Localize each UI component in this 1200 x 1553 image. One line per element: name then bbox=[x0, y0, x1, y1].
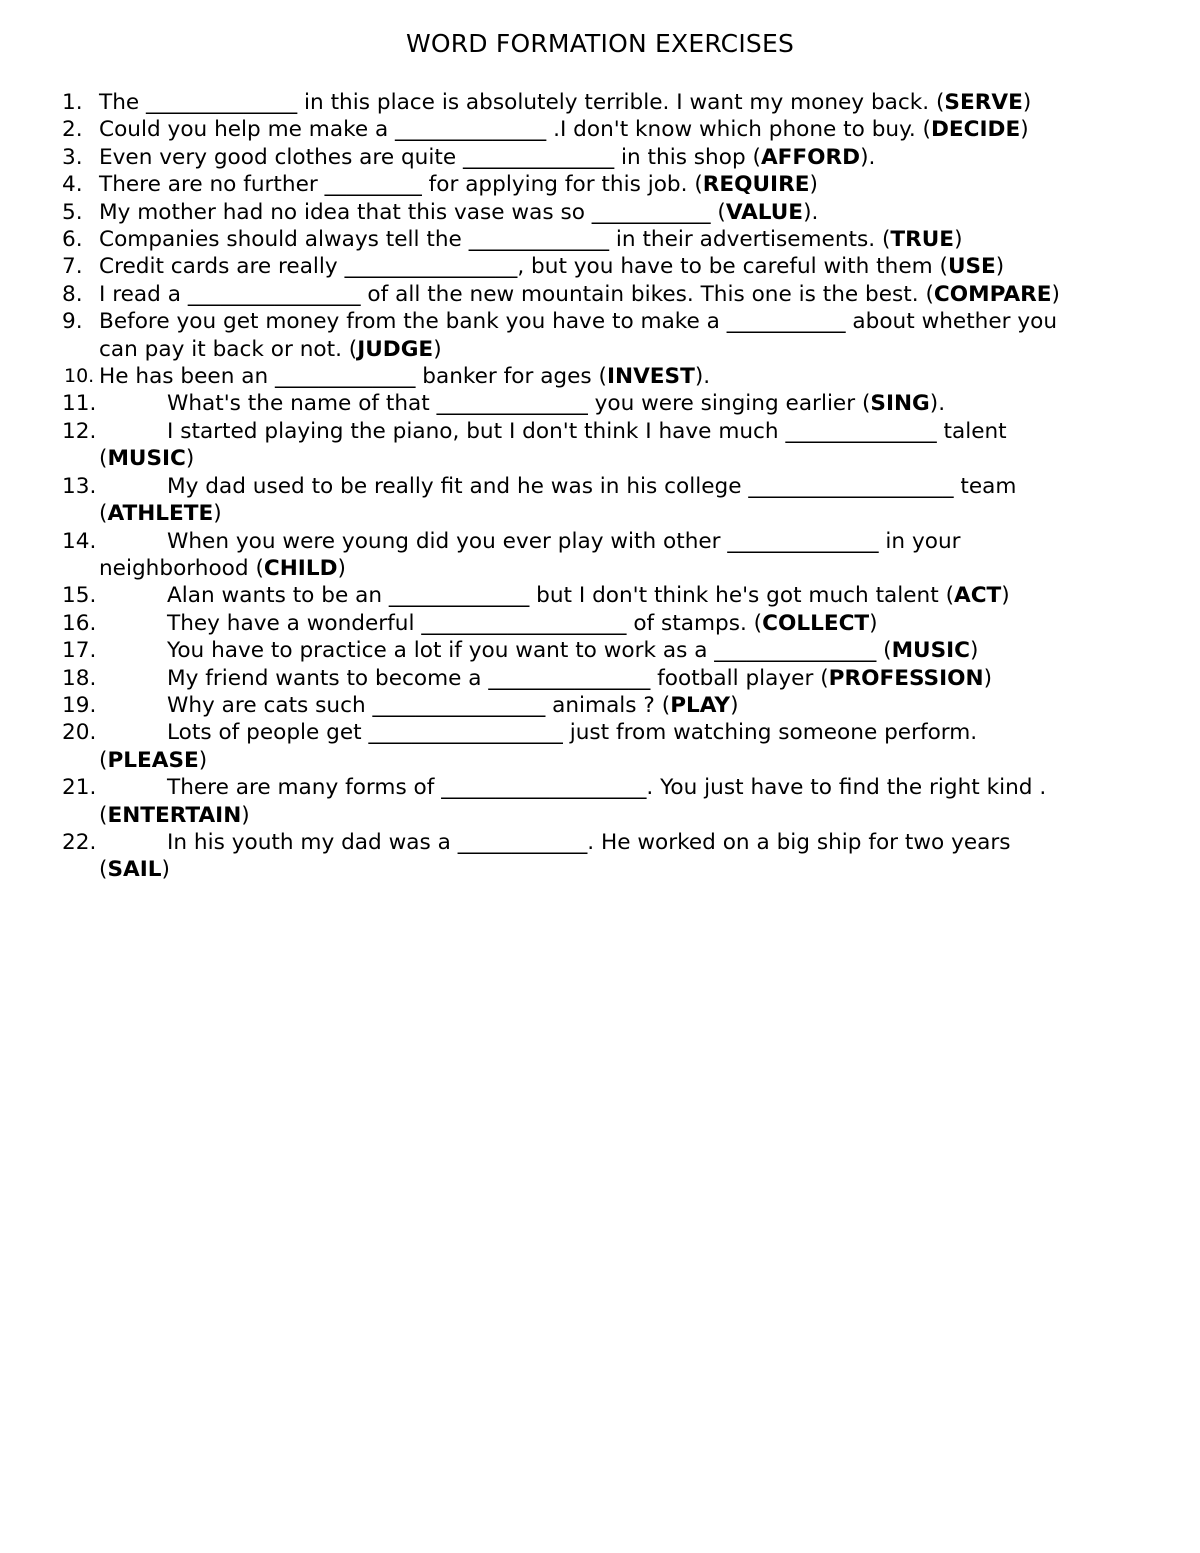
root-word: PLEASE bbox=[107, 747, 199, 773]
exercise-number: 21. bbox=[62, 775, 97, 801]
root-word: TRUE bbox=[890, 227, 955, 253]
exercise-item bbox=[0, 637, 1200, 664]
root-word: JUDGE bbox=[357, 336, 434, 362]
exercise-item bbox=[0, 171, 1200, 198]
exercise-item bbox=[0, 281, 1200, 308]
exercise-sentence: Credit cards are really ________________, but you have to be careful with them ( bbox=[99, 254, 948, 280]
exercise-item bbox=[0, 719, 1200, 774]
exercise-number: 13. bbox=[62, 473, 97, 499]
exercise-number: 12. bbox=[62, 418, 97, 444]
exercise-item bbox=[0, 610, 1200, 637]
exercise-text bbox=[99, 830, 1011, 882]
root-word: COLLECT bbox=[762, 610, 870, 636]
exercise-sentence: There are many forms of ___________________. You just have to find the right kind . ( bbox=[99, 775, 1047, 828]
exercise-item bbox=[0, 829, 1200, 884]
exercise-number: 11. bbox=[62, 391, 97, 417]
exercise-number: 6. bbox=[62, 227, 83, 253]
exercise-sentence: Why are cats such ________________ animals ? ( bbox=[167, 692, 671, 718]
exercise-number: 9. bbox=[62, 309, 83, 335]
closing-punctuation: ) bbox=[241, 802, 250, 828]
exercise-number: 14. bbox=[62, 528, 97, 554]
root-word: ENTERTAIN bbox=[107, 802, 242, 828]
closing-punctuation: ) bbox=[337, 555, 346, 581]
exercise-text bbox=[99, 775, 1046, 827]
closing-punctuation: ) bbox=[433, 336, 442, 362]
exercise-item bbox=[0, 89, 1200, 116]
exercise-sentence: My dad used to be really fit and he was in his college ___________________ team ( bbox=[99, 473, 1017, 527]
root-word: ATHLETE bbox=[107, 501, 214, 527]
exercise-text bbox=[99, 611, 878, 636]
exercise-text bbox=[99, 391, 945, 416]
closing-punctuation: ). bbox=[929, 391, 946, 417]
root-word: PLAY bbox=[670, 692, 731, 718]
exercise-text bbox=[99, 583, 1010, 608]
exercise-sentence: There are no further _________ for applying for this job. ( bbox=[99, 172, 703, 198]
exercise-sentence: What's the name of that ______________ you were singing earlier ( bbox=[167, 391, 871, 417]
root-word: USE bbox=[947, 254, 996, 280]
exercise-number: 3. bbox=[62, 144, 83, 170]
exercise-number: 20. bbox=[62, 720, 97, 746]
closing-punctuation: ) bbox=[730, 692, 739, 718]
exercise-text bbox=[99, 474, 1016, 526]
exercise-sentence: Even very good clothes are quite ______________ in this shop ( bbox=[99, 144, 761, 170]
exercise-number: 5. bbox=[62, 199, 83, 225]
closing-punctuation: ) bbox=[213, 501, 222, 527]
exercise-text bbox=[99, 364, 710, 389]
root-word: MUSIC bbox=[107, 446, 186, 472]
closing-punctuation: ). bbox=[860, 144, 876, 170]
closing-punctuation: ) bbox=[995, 254, 1005, 280]
exercise-number: 2. bbox=[62, 117, 83, 143]
root-word: REQUIRE bbox=[702, 172, 810, 198]
root-word: SAIL bbox=[107, 857, 162, 883]
page-title: WORD FORMATION EXERCISES bbox=[405, 29, 795, 58]
exercise-sentence: In his youth my dad was a ____________. He worked on a big ship for two years ( bbox=[99, 829, 1011, 883]
exercise-item bbox=[0, 226, 1200, 253]
exercise-text bbox=[99, 638, 978, 663]
exercise-sentence: When you were young did you ever play with other ______________ in your neighborhood ( bbox=[99, 528, 961, 581]
exercise-text bbox=[99, 145, 875, 170]
exercise-text bbox=[99, 254, 1004, 279]
exercise-number: 8. bbox=[62, 281, 83, 307]
exercise-number: 19. bbox=[62, 692, 97, 718]
closing-punctuation: ) bbox=[1001, 583, 1010, 609]
closing-punctuation: ) bbox=[161, 857, 170, 883]
root-word: CHILD bbox=[263, 555, 338, 581]
exercise-text bbox=[99, 172, 818, 197]
exercise-text bbox=[99, 309, 1057, 361]
closing-punctuation: ) bbox=[983, 665, 992, 691]
exercise-sentence: Before you get money from the bank you have to make a ___________ about whether you can pay it back or not. ( bbox=[99, 309, 1058, 362]
closing-punctuation: ) bbox=[1022, 90, 1032, 115]
exercise-sentence: Lots of people get __________________ just from watching someone perform. ( bbox=[99, 720, 978, 773]
exercise-text bbox=[99, 419, 1007, 471]
closing-punctuation: ) bbox=[954, 227, 963, 253]
exercise-text bbox=[99, 666, 992, 691]
exercise-sentence: Alan wants to be an _____________ but I don't think he's got much talent ( bbox=[167, 583, 954, 609]
root-word: COMPARE bbox=[933, 281, 1052, 307]
exercise-text bbox=[99, 720, 977, 772]
root-word: AFFORD bbox=[760, 144, 861, 170]
exercise-item bbox=[0, 199, 1200, 226]
exercise-number: 1. bbox=[62, 90, 83, 115]
exercise-number: 16. bbox=[62, 610, 97, 636]
root-word: INVEST bbox=[606, 364, 695, 390]
exercise-sentence: Could you help me make a ______________ .I don't know which phone to buy. ( bbox=[99, 117, 931, 143]
root-word: PROFESSION bbox=[828, 665, 984, 691]
exercise-sentence: They have a wonderful ___________________ of stamps. ( bbox=[167, 610, 763, 636]
exercise-sentence: My mother had no idea that this vase was so ___________ ( bbox=[99, 199, 726, 225]
exercise-sentence: You have to practice a lot if you want to work as a _______________ ( bbox=[167, 638, 892, 664]
exercise-sentence: My friend wants to become a _______________ football player ( bbox=[167, 665, 829, 691]
exercise-item bbox=[0, 418, 1200, 473]
exercise-text bbox=[99, 693, 739, 718]
exercise-item bbox=[0, 116, 1200, 143]
exercise-item bbox=[0, 363, 1200, 390]
exercise-item bbox=[0, 308, 1200, 363]
exercise-number: 22. bbox=[62, 829, 97, 855]
exercise-number: 17. bbox=[62, 638, 97, 664]
exercise-text bbox=[99, 282, 1060, 307]
exercise-number: 15. bbox=[62, 583, 97, 609]
exercise-sentence: The ______________ in this place is absolutely terrible. I want my money back. ( bbox=[99, 90, 945, 115]
closing-punctuation: ). bbox=[694, 364, 711, 390]
root-word: VALUE bbox=[725, 199, 804, 225]
exercise-sentence: I started playing the piano, but I don't think I have much ______________ talent ( bbox=[99, 418, 1007, 472]
exercise-text bbox=[99, 227, 963, 252]
exercise-item bbox=[0, 390, 1200, 417]
root-word: SERVE bbox=[944, 90, 1023, 115]
exercise-sentence: He has been an _____________ banker for ages ( bbox=[99, 364, 607, 390]
exercise-item bbox=[0, 582, 1200, 609]
exercise-text bbox=[99, 200, 818, 225]
closing-punctuation: ) bbox=[1020, 117, 1029, 143]
exercise-text bbox=[99, 117, 1029, 142]
exercise-item bbox=[0, 528, 1200, 583]
exercise-number: 18. bbox=[62, 665, 97, 691]
closing-punctuation: ) bbox=[198, 747, 208, 773]
exercise-sentence: Companies should always tell the _____________ in their advertisements. ( bbox=[99, 227, 891, 253]
exercise-text bbox=[99, 90, 1031, 115]
closing-punctuation: ) bbox=[809, 172, 818, 198]
exercise-item bbox=[0, 774, 1200, 829]
closing-punctuation: ). bbox=[803, 199, 819, 225]
root-word: ACT bbox=[954, 583, 1002, 609]
exercise-list bbox=[0, 89, 1200, 884]
exercise-text bbox=[99, 529, 961, 581]
exercise-item bbox=[0, 692, 1200, 719]
exercise-number: 7. bbox=[62, 254, 83, 280]
exercise-item bbox=[0, 253, 1200, 280]
exercise-item bbox=[0, 665, 1200, 692]
exercise-number: 4. bbox=[62, 172, 83, 198]
root-word: MUSIC bbox=[891, 638, 971, 664]
closing-punctuation: ) bbox=[1051, 281, 1060, 307]
root-word: DECIDE bbox=[930, 117, 1021, 143]
exercise-number: 10. bbox=[64, 365, 95, 388]
exercise-item bbox=[0, 473, 1200, 528]
closing-punctuation: ) bbox=[869, 610, 878, 636]
closing-punctuation: ) bbox=[185, 446, 195, 472]
exercise-sentence: I read a ________________ of all the new mountain bikes. This one is the best. ( bbox=[99, 281, 934, 307]
closing-punctuation: ) bbox=[970, 638, 979, 664]
root-word: SING bbox=[870, 391, 930, 417]
exercise-item bbox=[0, 144, 1200, 171]
